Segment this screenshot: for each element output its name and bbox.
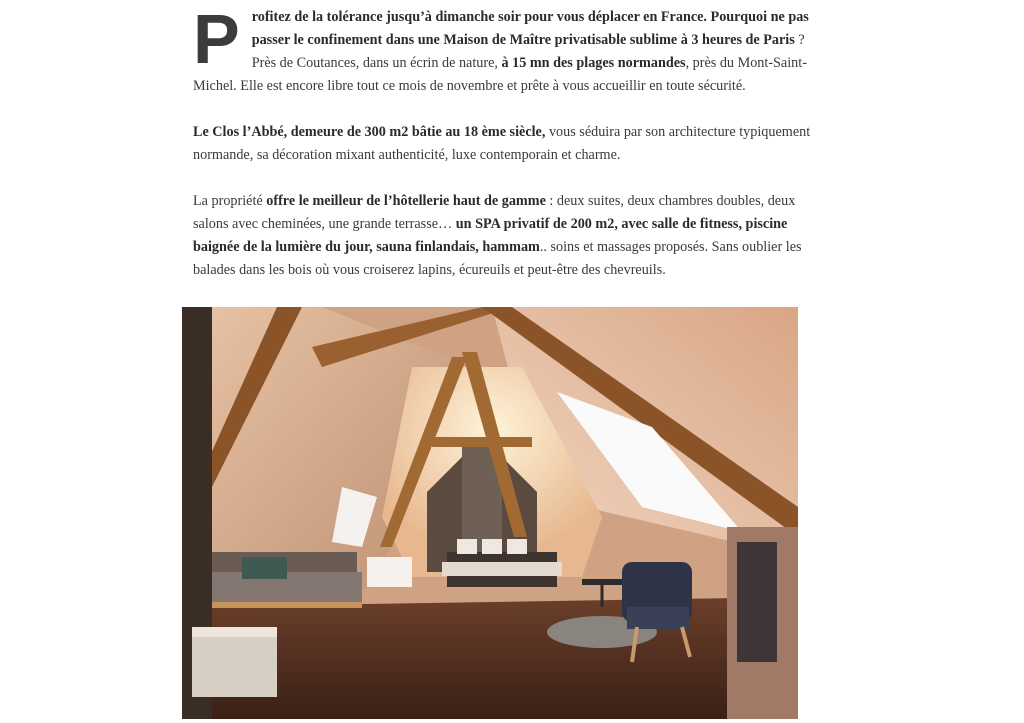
intro-text-1: ? Près de Coutances, dans un écrin de nature, [251,32,805,71]
intro-paragraph [193,0,811,98]
second-bold-1: Le Clos l’Abbé, demeure de 300 m2 bâtie au 18 ème siècle, [193,124,546,140]
second-text-1: vous séduira par son architecture typiquement normande, sa décoration mixant authenticité, luxe contemporain et charme. [193,124,811,163]
second-paragraph [193,121,811,167]
third-bold-2: un SPA privatif de 200 m2, avec salle de fitness, piscine baignée de la lumière du jour, sauna finlandais, hammam [193,216,788,255]
attic-bedroom-photo [182,307,798,719]
third-text-2: : deux suites, deux chambres doubles, deux salons avec cheminées, une grande terrasse… [193,193,796,232]
third-bold-1: offre le meilleur de l’hôtellerie haut de gamme [266,193,546,209]
third-paragraph [193,190,811,282]
article-body [193,0,811,305]
intro-bold-2: à 15 mn des plages normandes [501,55,686,71]
drop-cap: P [193,0,238,78]
intro-text-2: , près du Mont-Saint-Michel. Elle est encore libre tout ce mois de novembre et prête à vous accueillir en toute sécurité. [193,55,807,94]
third-text-1: La propriété [193,193,267,209]
intro-bold-1: rofitez de la tolérance jusqu’à dimanche soir pour vous déplacer en France. Pourquoi ne pas passer le confinement dans une Maison de Maître privatisable sublime à 3 heures de Paris [251,9,809,48]
third-text-3: .. soins et massages proposés. Sans oublier les balades dans les bois où vous croiserez lapins, écureuils et peut-être des chevreuils. [193,239,802,278]
attic-bedroom-illustration [182,307,798,719]
